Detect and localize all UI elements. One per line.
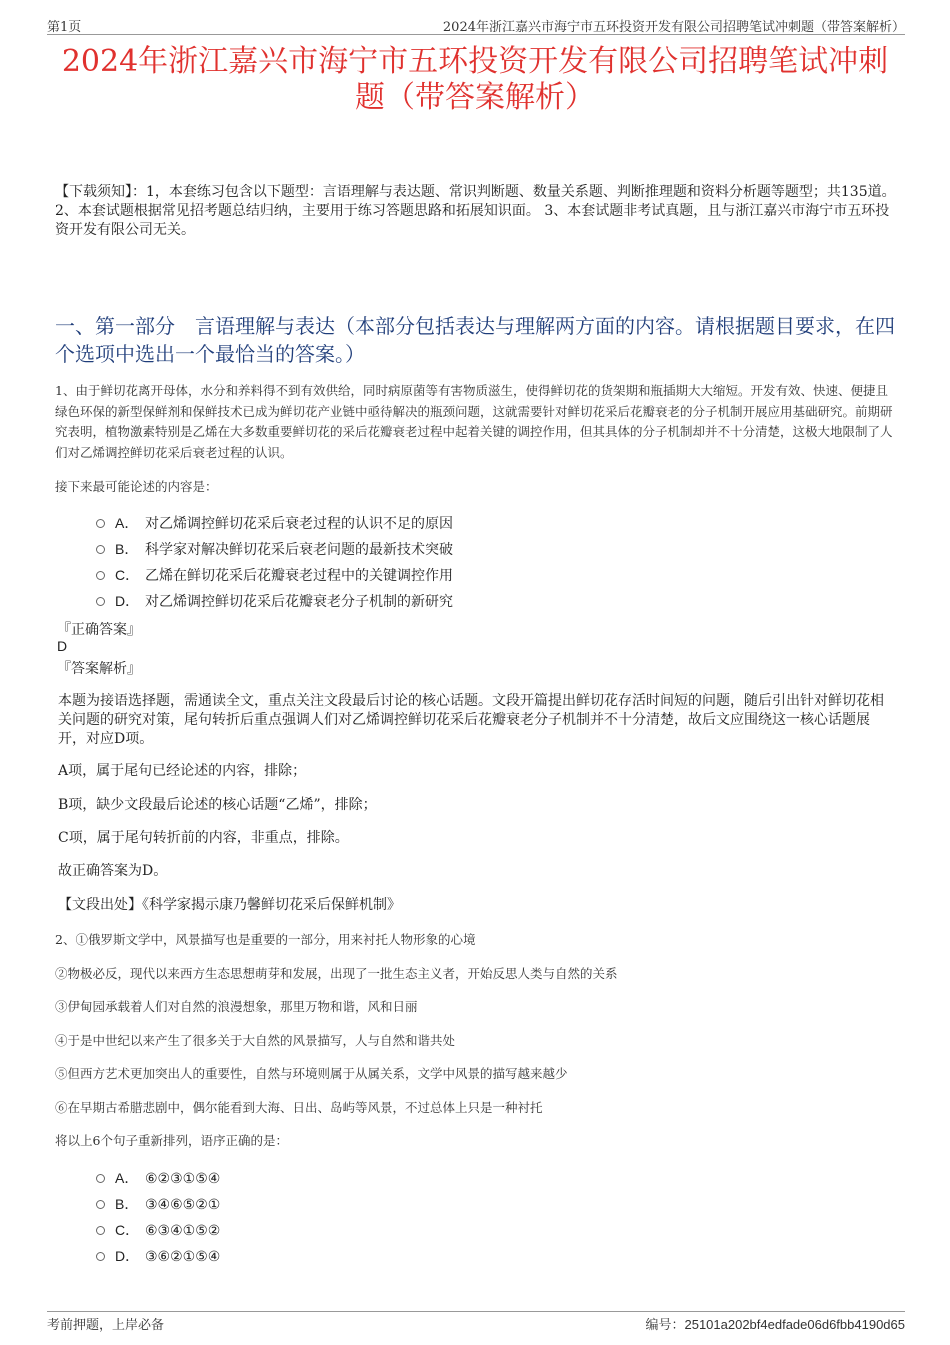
analysis-text: 本题为接语选择题，需通读全文，重点关注文段最后讨论的核心话题。文段开篇提出鲜切花存活时间短的问题，随后引出针对鲜切花相关问题的研究对策，尾句转折后重点强调人们对乙烯调控鲜切花采后花瓣衰老分子机制并不十分清楚，故后文应围绕这一核心话题展开，对应D项。 [58, 693, 884, 747]
footer-code-label: 编号： [645, 1318, 685, 1333]
analysis-a: A项，属于尾句已经论述的内容，排除； [58, 763, 307, 779]
q1-stem: 1、由于鲜切花离开母体，水分和养料得不到有效供给，同时病原菌等有害物质滋生，使得鲜切花的货架期和瓶插期大大缩短。开发有效、快速、便捷且绿色环保的新型保鲜剂和保鲜技术已成为鲜切花产业链中亟待解决的瓶颈问题，这就需要针对鲜切花采后花瓣衰老的分子机制开展应用基础研究。前期研究表明，植物激素特别是乙烯在大多数重要鲜切花的采后花瓣衰老过程中起着关键的调控作用，但其具体的分子机制却并不十分清楚，这极大地限制了人们对乙烯调控鲜切花采后衰老过程的认识。 [55, 383, 893, 460]
q2-sentence-3: ③伊甸园承载着人们对自然的浪漫想象，那里万物和谐，风和日丽 [55, 999, 418, 1014]
q1-prompt: 接下来最可能论述的内容是： [55, 479, 218, 494]
page-number: 第1页 [47, 20, 82, 35]
page-title: 2024年浙江嘉兴市海宁市五环投资开发有限公司招聘笔试冲刺题（带答案解析） [61, 44, 889, 115]
analysis-conclusion: 故正确答案为D。 [58, 863, 168, 879]
q2-sentence-2: ②物极必反，现代以来西方生态思想萌芽和发展，出现了一批生态主义者，开始反思人类与自然的关系 [55, 966, 618, 981]
q1-option-c[interactable] [96, 565, 453, 585]
radio-icon[interactable] [96, 519, 105, 528]
q2-option-b[interactable] [96, 1194, 220, 1214]
q2-option-c-text: ⑥③④①⑤② [145, 1223, 221, 1239]
q2-sentence-4: ④于是中世纪以来产生了很多关于大自然的风景描写，人与自然和谐共处 [55, 1033, 456, 1048]
q1-option-b-letter: B． [115, 541, 139, 557]
q2-option-d-text: ③⑥②①⑤④ [145, 1249, 221, 1265]
radio-icon[interactable] [96, 1174, 105, 1183]
section-heading: 一、第一部分 言语理解与表达（本部分包括表达与理解两方面的内容。请根据题目要求，在四个选项中选出一个最恰当的答案。） [55, 314, 895, 366]
q1-option-b-text: 科学家对解决鲜切花采后衰老问题的最新技术突破 [145, 542, 453, 558]
radio-icon[interactable] [96, 1252, 105, 1261]
q2-option-d-letter: D． [115, 1248, 140, 1264]
download-notice: 【下载须知】：1，本套练习包含以下题型：言语理解与表达题、常识判断题、数量关系题、判断推理题和资料分析题等题型；共135道。 2、本套试题根据常见招考题总结归纳，主要用于练习答题思路和拓展知识面。 3、本套试题非考试真题，且与浙江嘉兴市海宁市五环投资开发有限公司无关。 [55, 184, 896, 238]
q2-sentence-5: ⑤但西方艺术更加突出人的重要性，自然与环境则属于从属关系，文学中风景的描写越来越少 [55, 1066, 568, 1081]
q1-option-a-text: 对乙烯调控鲜切花采后衰老过程的认识不足的原因 [145, 516, 453, 532]
radio-icon[interactable] [96, 571, 105, 580]
header-doc-title: 2024年浙江嘉兴市海宁市五环投资开发有限公司招聘笔试冲刺题（带答案解析） [442, 20, 905, 35]
footer-code [645, 1314, 905, 1333]
footer-slogan: 考前押题，上岸必备 [47, 1318, 165, 1333]
analysis-c: C项，属于尾句转折前的内容，非重点，排除。 [58, 830, 349, 846]
q2-option-a-text: ⑥②③①⑤④ [145, 1171, 221, 1187]
q1-option-d[interactable] [96, 591, 453, 611]
q1-option-d-text: 对乙烯调控鲜切花采后花瓣衰老分子机制的新研究 [145, 594, 453, 610]
radio-icon[interactable] [96, 545, 105, 554]
q2-option-c[interactable] [96, 1220, 220, 1240]
header-divider [47, 34, 905, 35]
q2-sentence-6: ⑥在早期古希腊悲剧中，偶尔能看到大海、日出、岛屿等风景，不过总体上只是一种衬托 [55, 1100, 543, 1115]
passage-source: 【文段出处】《科学家揭示康乃馨鲜切花采后保鲜机制》 [58, 897, 401, 913]
q1-option-a-letter: A． [115, 515, 139, 531]
analysis-b: B项，缺少文段最后论述的核心话题“乙烯”，排除； [58, 797, 377, 813]
q2-option-a[interactable] [96, 1168, 220, 1188]
q2-sentence-1: 2、①俄罗斯文学中，风景描写也是重要的一部分，用来衬托人物形象的心境 [55, 932, 476, 947]
q1-option-a[interactable] [96, 513, 453, 533]
q2-option-c-letter: C． [115, 1222, 140, 1238]
footer-divider [47, 1311, 905, 1312]
q2-option-b-text: ③④⑥⑤②① [145, 1197, 221, 1213]
radio-icon[interactable] [96, 1200, 105, 1209]
q2-option-b-letter: B． [115, 1196, 139, 1212]
q1-option-c-text: 乙烯在鲜切花采后花瓣衰老过程中的关键调控作用 [145, 568, 453, 584]
q1-option-d-letter: D． [115, 593, 140, 609]
q2-option-d[interactable] [96, 1246, 220, 1266]
q2-prompt: 将以上6个句子重新排列，语序正确的是： [55, 1133, 288, 1148]
q2-option-a-letter: A． [115, 1170, 139, 1186]
answer-label: 『正确答案』 [57, 622, 141, 638]
answer-value: D [57, 638, 68, 654]
q1-option-c-letter: C． [115, 567, 140, 583]
q1-option-b[interactable] [96, 539, 453, 559]
analysis-label: 『答案解析』 [57, 661, 141, 677]
footer-code-value: 25101a202bf4edfade06d6fbb4190d65 [684, 1317, 905, 1332]
radio-icon[interactable] [96, 597, 105, 606]
radio-icon[interactable] [96, 1226, 105, 1235]
